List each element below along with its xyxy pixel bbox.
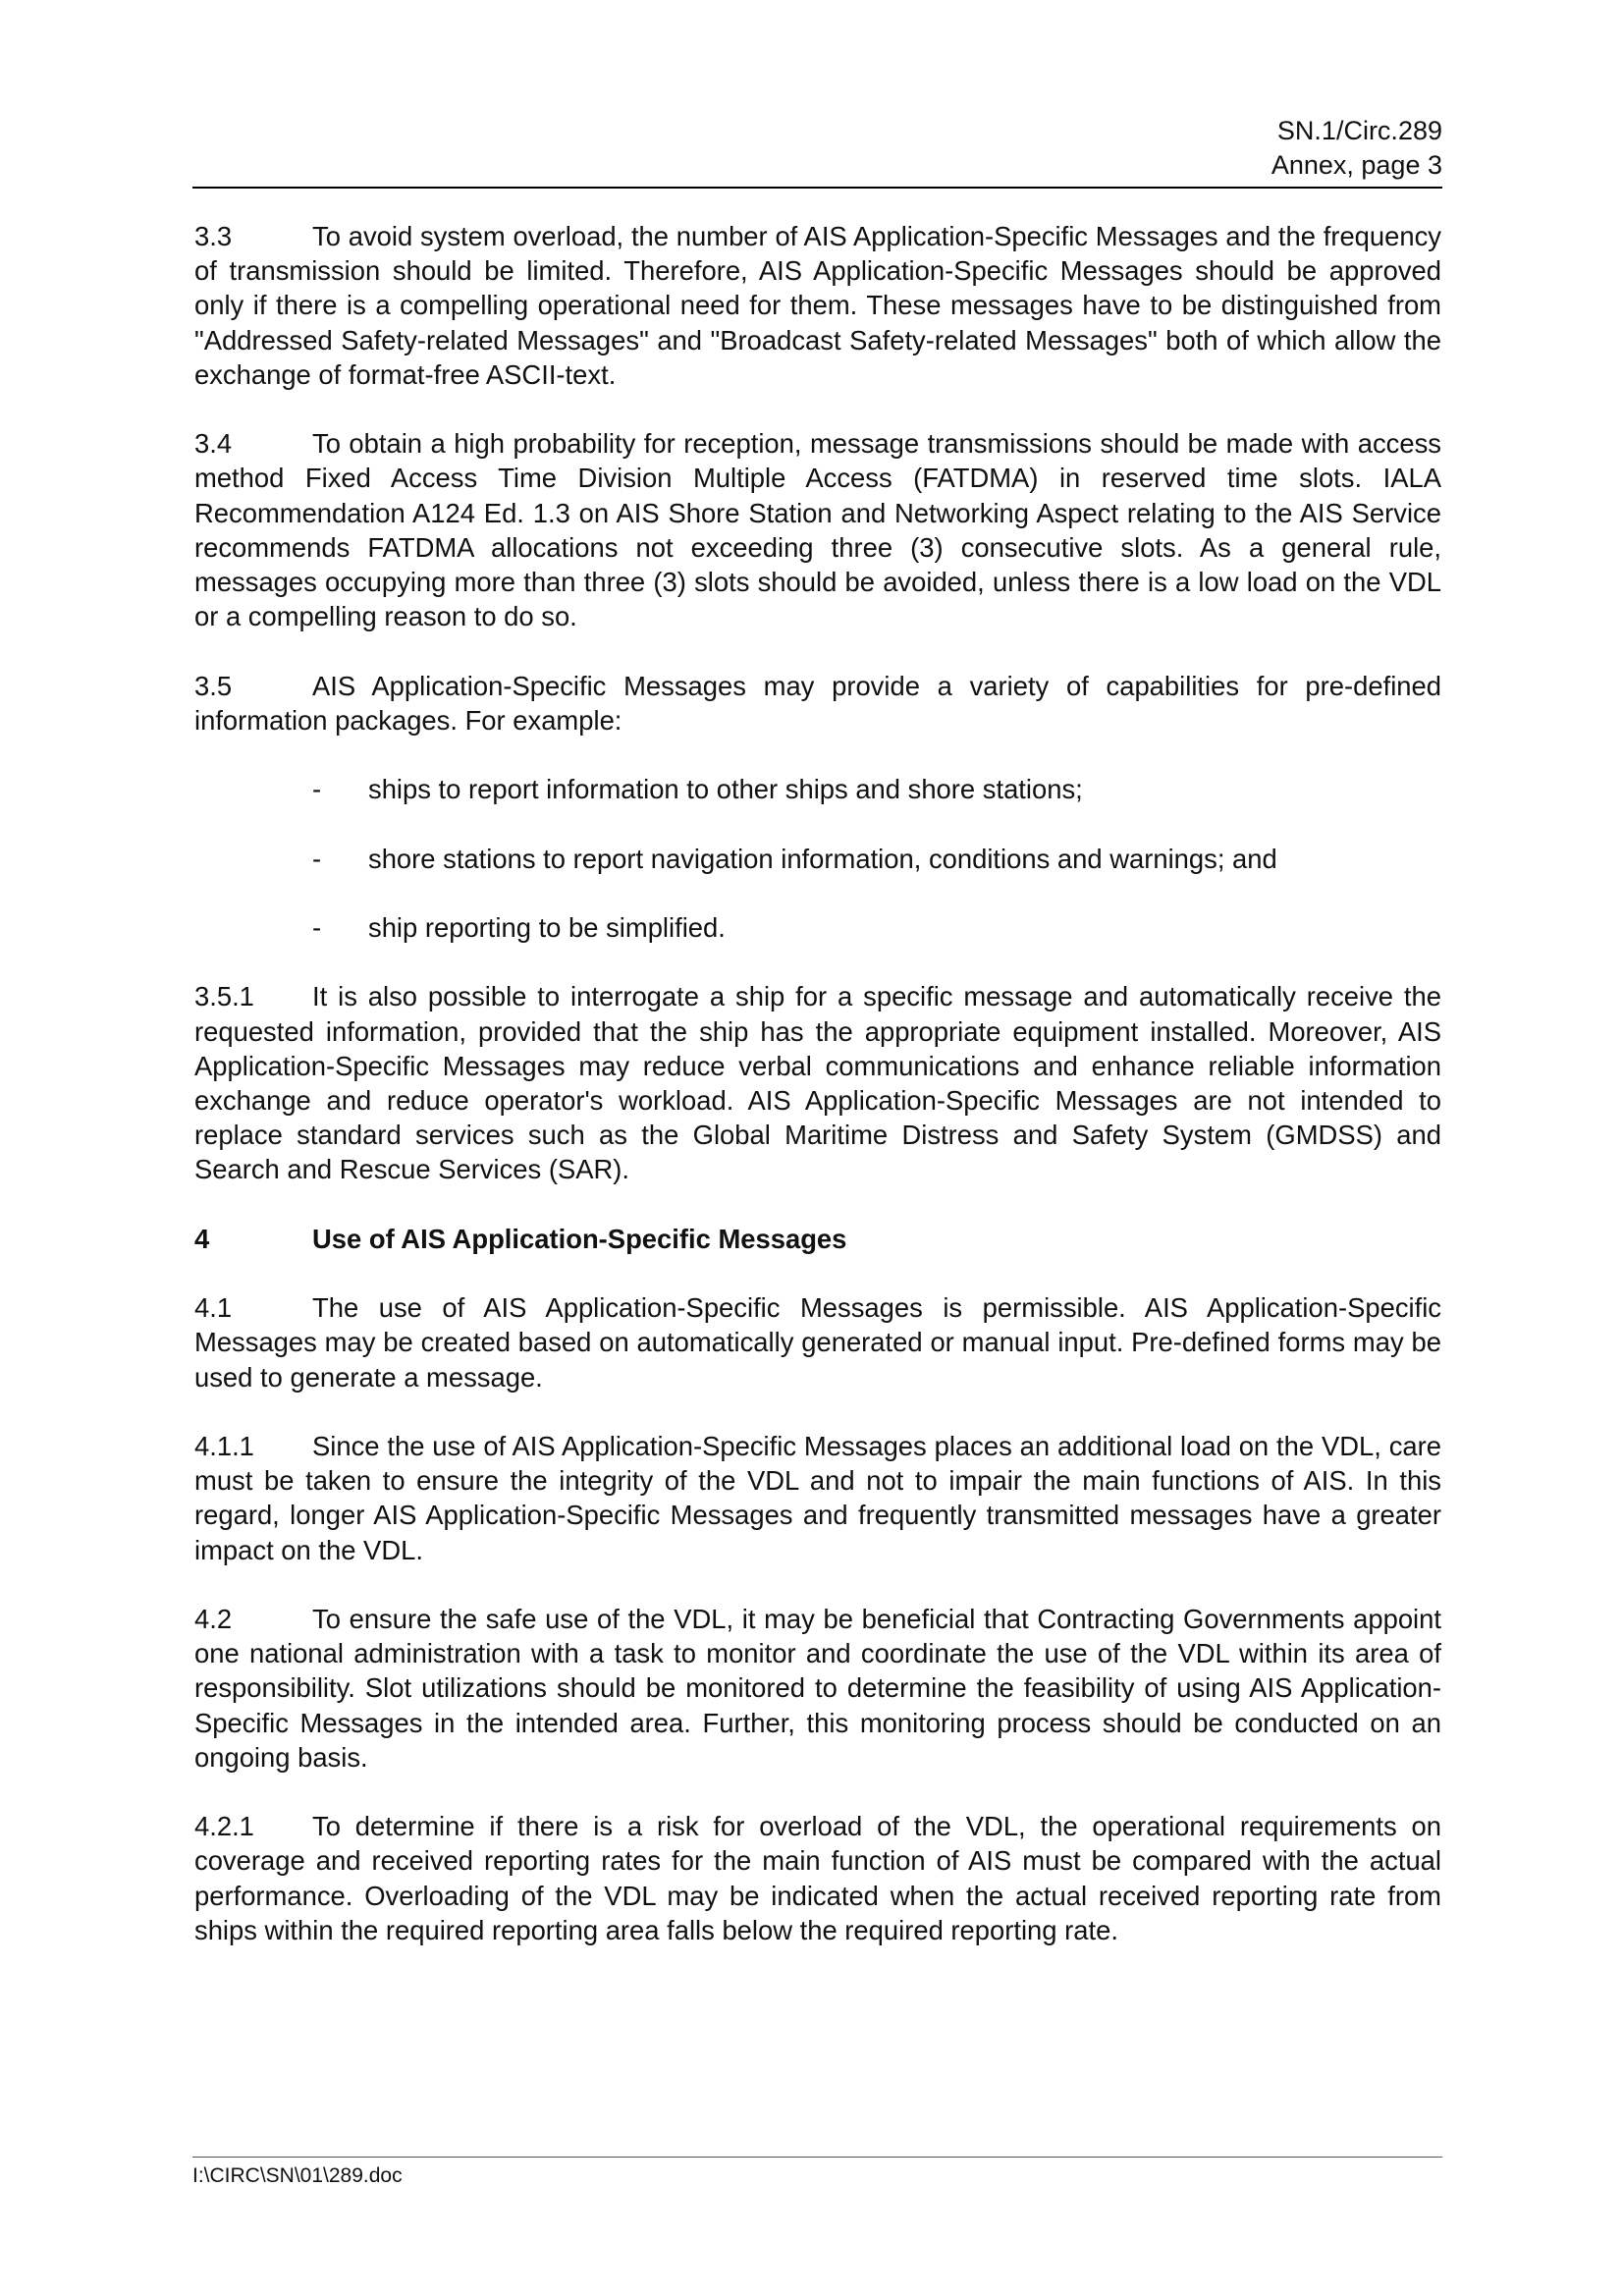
bullet-dash: - bbox=[312, 911, 322, 943]
paragraph-text: Since the use of AIS Application-Specific Messages places an additional load on the VDL, care must be taken to ensure the integrity of the VDL and not to impair the main functions of AIS. In this regard, longer AIS Application-Specific Messages and frequently transmitted messages have a greater impact on the VDL. bbox=[194, 1430, 1441, 1565]
heading-number: 4 bbox=[194, 1223, 210, 1254]
paragraph-4-1 bbox=[194, 1290, 1441, 1394]
paragraph-3-4 bbox=[194, 426, 1441, 633]
document-body bbox=[194, 219, 1441, 1982]
document-reference: SN.1/Circ.289 bbox=[1276, 116, 1442, 145]
paragraph-number: 4.1.1 bbox=[194, 1430, 254, 1461]
list-item-text: shore stations to report navigation information, conditions and warnings; and bbox=[368, 843, 1277, 874]
list-item bbox=[194, 910, 1441, 945]
paragraph-text: To ensure the safe use of the VDL, it may be beneficial that Contracting Governments appoint one national administration with a task to monitor and coordinate the use of the VDL within its area of responsibility. Slot utilizations should be monitored to determine the feasibility of using AIS Application-Specific Messages in the intended area. Further, this monitoring process should be conducted on an ongoing basis. bbox=[194, 1603, 1441, 1773]
paragraph-text: To determine if there is a risk for overload of the VDL, the operational requirements on coverage and received reporting rates for the main function of AIS must be compared with the actual performance. Overloading of the VDL may be indicated when the actual received reporting rate from ships within the required reporting area falls below the required reporting rate. bbox=[194, 1811, 1441, 1945]
bullet-dash: - bbox=[312, 843, 322, 874]
paragraph-text: To obtain a high probability for reception, message transmissions should be made with access method Fixed Access Time Division Multiple Access (FATDMA) in reserved time slots. IALA Recommendation A124 Ed. 1.3 on AIS Shore Station and Networking Aspect relating to the AIS Service recommends FATDMA allocations not exceeding three (3) consecutive slots. As a general rule, messages occupying more than three (3) slots should be avoided, unless there is a low load on the VDL or a compelling reason to do so. bbox=[194, 428, 1441, 632]
paragraph-3-3 bbox=[194, 219, 1441, 392]
section-heading-4 bbox=[194, 1222, 1441, 1256]
paragraph-3-5 bbox=[194, 669, 1441, 738]
list-item-text: ships to report information to other ships and shore stations; bbox=[368, 774, 1083, 805]
paragraph-number: 4.2 bbox=[194, 1603, 233, 1634]
paragraph-text: To avoid system overload, the number of AIS Application-Specific Messages and the frequency of transmission should be limited. Therefore, AIS Application-Specific Messages should be approved only if there is a compelling operational need for them. These messages have to be distinguished from "Addressed Safety-related Messages" and "Broadcast Safety-related Messages" both of which allow the exchange of format-free ASCII-text. bbox=[194, 221, 1441, 390]
list-item-text: ship reporting to be simplified. bbox=[368, 911, 726, 943]
paragraph-4-1-1 bbox=[194, 1429, 1441, 1567]
paragraph-text: AIS Application-Specific Messages may provide a variety of capabilities for pre-defined information packages. For example: bbox=[194, 670, 1441, 736]
page-header bbox=[192, 114, 1442, 189]
paragraph-number: 4.2.1 bbox=[194, 1811, 254, 1842]
paragraph-number: 3.5 bbox=[194, 670, 233, 701]
paragraph-number: 3.5.1 bbox=[194, 981, 254, 1012]
paragraph-number: 4.1 bbox=[194, 1292, 233, 1324]
paragraph-text: It is also possible to interrogate a ship for a specific message and automatically receive the requested information, provided that the ship has the appropriate equipment installed. Moreover, AIS Application-Specific Messages may reduce verbal communications and enhance reliable information exchange and reduce operator's workload. AIS Application-Specific Messages are not intended to replace standard services such as the Global Maritime Distress and Safety System (GMDSS) and Search and Rescue Services (SAR). bbox=[194, 981, 1441, 1185]
list-item bbox=[194, 772, 1441, 806]
paragraph-3-5-1 bbox=[194, 979, 1441, 1186]
paragraph-4-2 bbox=[194, 1602, 1441, 1775]
bullet-dash: - bbox=[312, 774, 322, 805]
list-item bbox=[194, 842, 1441, 876]
paragraph-number: 3.3 bbox=[194, 221, 233, 251]
paragraph-4-2-1 bbox=[194, 1809, 1441, 1947]
paragraph-number: 3.4 bbox=[194, 428, 233, 460]
paragraph-text: The use of AIS Application-Specific Messages is permissible. AIS Application-Specific Messages may be created based on automatically generated or manual input. Pre-defined forms may be used to generate a message. bbox=[194, 1292, 1441, 1393]
page-number: Annex, page 3 bbox=[1271, 150, 1442, 180]
bullet-list bbox=[194, 772, 1441, 945]
file-path: I:\CIRC\SN\01\289.doc bbox=[192, 2164, 403, 2187]
page-footer bbox=[192, 2157, 1442, 2189]
heading-title: Use of AIS Application-Specific Messages bbox=[312, 1223, 847, 1254]
